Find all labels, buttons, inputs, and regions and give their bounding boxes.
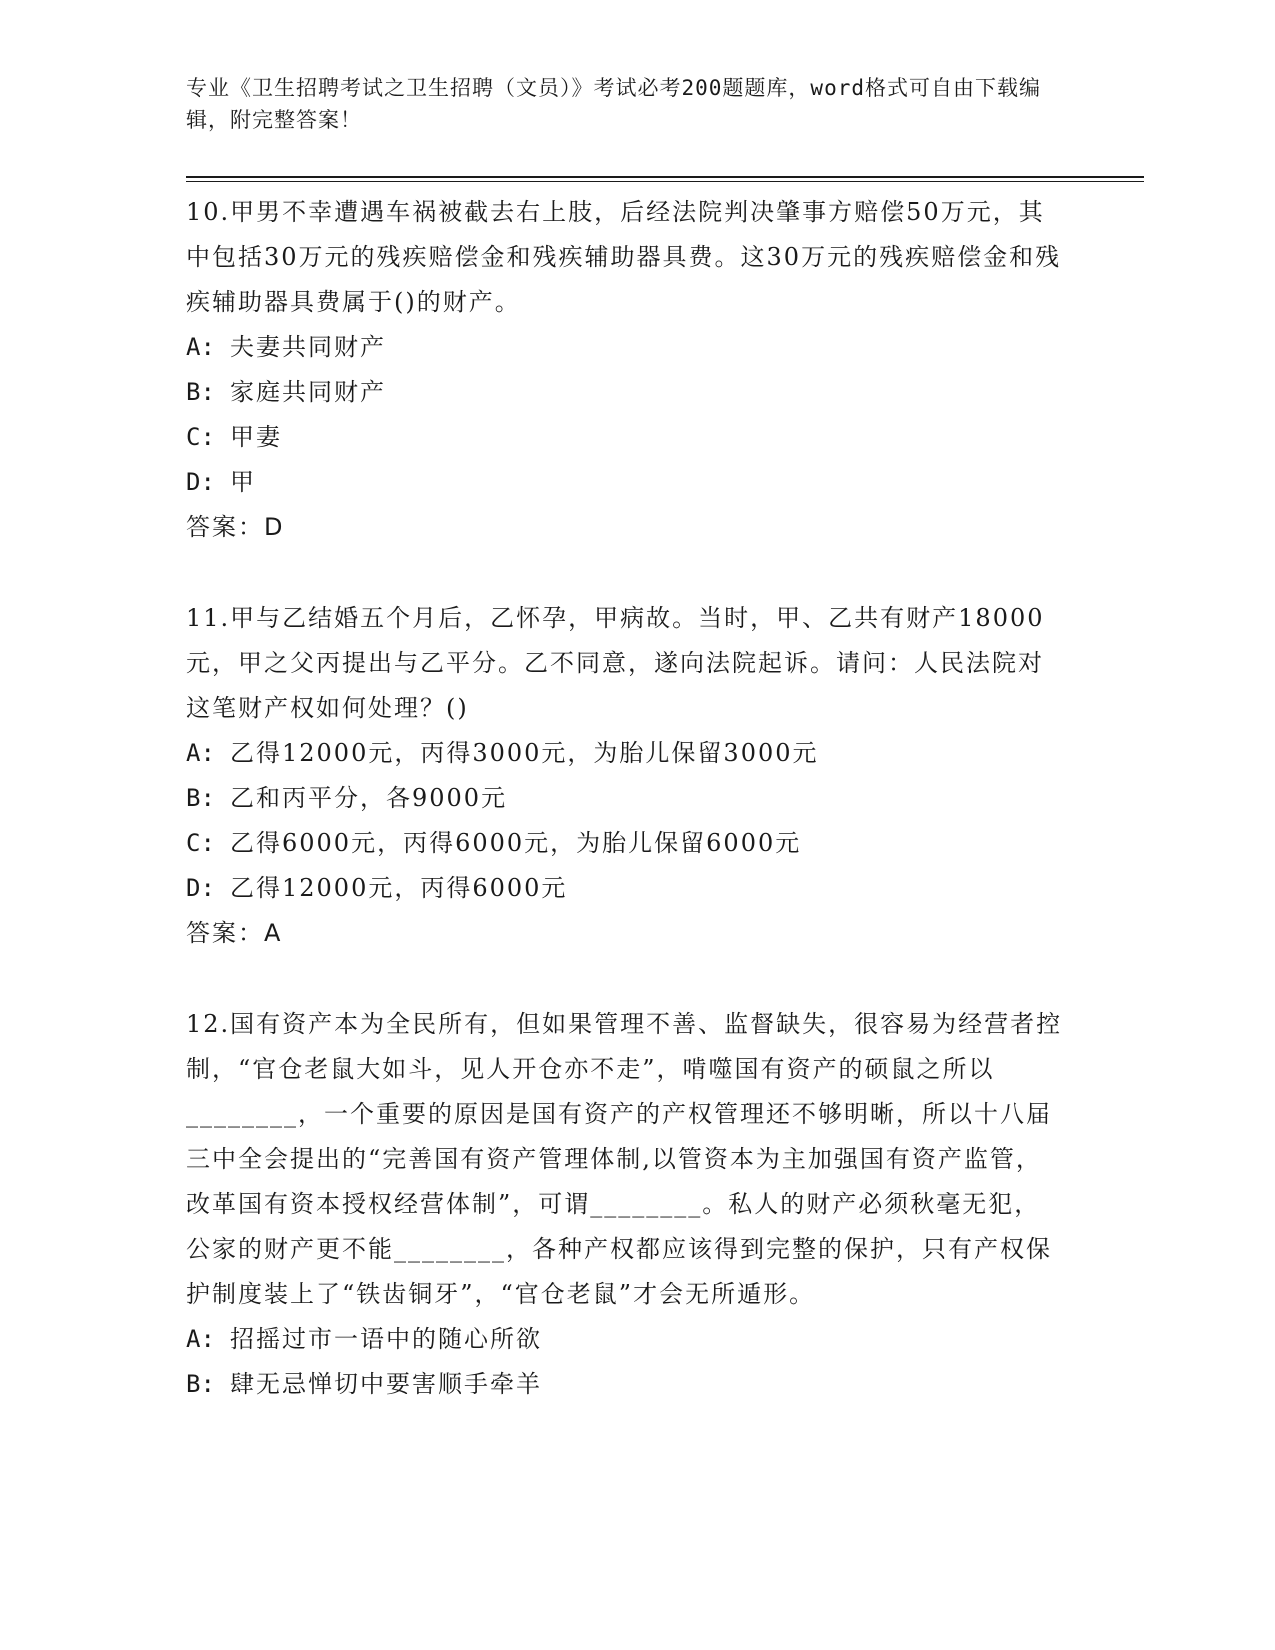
option-d (186, 460, 1066, 505)
option-letter: C: (186, 423, 215, 451)
question-10 (186, 190, 1066, 550)
question-text: 12.国有资产本为全民所有，但如果管理不善、监督缺失，很容易为经营者控制，“官仓老鼠大如斗，见人开仓亦不走”，啃噬国有资产的硕鼠之所以________，一个重要的原因是国有资产的产权管理还不够明晰，所以十八届三中全会提出的“完善国有资产管理体制,以管资本为主加强国有资产监管，改革国有资本授权经营体制”，可谓________。私人的财产必须秋毫无犯，公家的财产更不能________，各种产权都应该得到完整的保护，只有产权保护制度装上了“铁齿铜牙”，“官仓老鼠”才会无所遁形。 (186, 1010, 1063, 1308)
option-b (186, 1362, 1066, 1407)
option-text: 夫妻共同财产 (230, 333, 386, 361)
answer-line: 答案：D (186, 513, 285, 541)
option-letter: B: (186, 784, 215, 812)
option-text: 乙得12000元，丙得3000元，为胎儿保留3000元 (230, 739, 819, 767)
option-b (186, 776, 1066, 821)
option-letter: A: (186, 1325, 215, 1353)
option-letter: B: (186, 378, 215, 406)
question-12 (186, 1002, 1066, 1407)
header-divider-thin (186, 181, 1144, 182)
option-a (186, 1317, 1066, 1362)
option-text: 乙得12000元，丙得6000元 (230, 874, 568, 902)
answer-line: 答案：A (186, 919, 283, 947)
option-letter: D: (186, 468, 215, 496)
option-text: 家庭共同财产 (230, 378, 386, 406)
question-text: 10.甲男不幸遭遇车祸被截去右上肢，后经法院判决肇事方赔偿50万元，其中包括30万元的残疾赔偿金和残疾辅助器具费。这30万元的残疾赔偿金和残疾辅助器具费属于()的财产。 (186, 198, 1062, 316)
question-list (186, 190, 1066, 1453)
option-letter: C: (186, 829, 215, 857)
option-c (186, 821, 1066, 866)
option-b (186, 370, 1066, 415)
option-d (186, 866, 1066, 911)
option-text: 乙得6000元，丙得6000元，为胎儿保留6000元 (230, 829, 802, 857)
option-c (186, 415, 1066, 460)
option-a (186, 325, 1066, 370)
option-text: 甲 (230, 468, 256, 496)
option-letter: D: (186, 874, 215, 902)
option-text: 乙和丙平分，各9000元 (230, 784, 508, 812)
question-11 (186, 596, 1066, 956)
option-a (186, 731, 1066, 776)
option-text: 甲妻 (230, 423, 282, 451)
option-letter: A: (186, 333, 215, 361)
option-letter: A: (186, 739, 215, 767)
option-text: 招摇过市一语中的随心所欲 (230, 1325, 542, 1353)
option-text: 肆无忌惮切中要害顺手牵羊 (230, 1370, 542, 1398)
question-text: 11.甲与乙结婚五个月后，乙怀孕，甲病故。当时，甲、乙共有财产18000元，甲之父丙提出与乙平分。乙不同意，遂向法院起诉。请问：人民法院对这笔财产权如何处理？() (186, 604, 1045, 722)
header-divider-thick (186, 176, 1144, 178)
document-header: 专业《卫生招聘考试之卫生招聘（文员）》考试必考200题题库，word格式可自由下载编辑，附完整答案！ (186, 76, 1041, 132)
option-letter: B: (186, 1370, 215, 1398)
